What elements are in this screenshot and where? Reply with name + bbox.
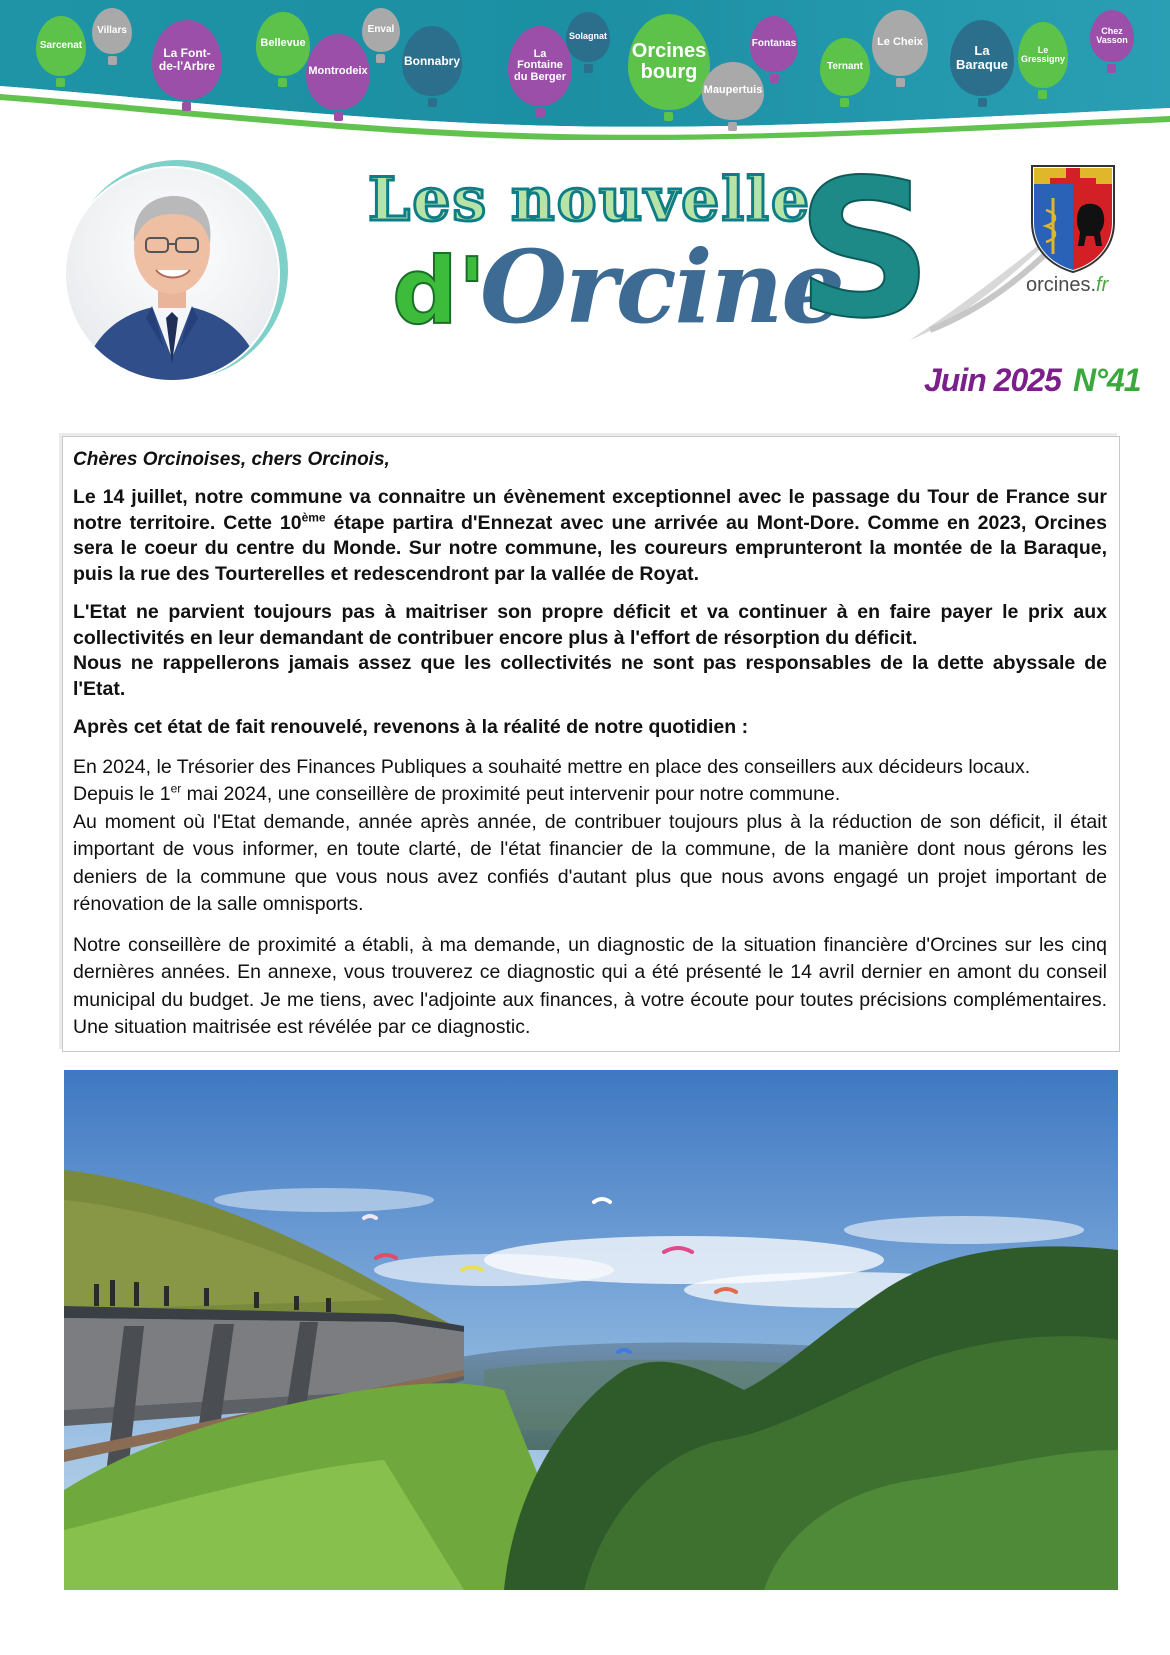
balloon-label: Le Gressigny: [1021, 44, 1066, 64]
website-main: orcines.: [1026, 274, 1097, 296]
editorial-box: [62, 436, 1120, 1052]
balloon-la-font-de-larbre: [152, 20, 222, 100]
balloon-label: La Baraque: [956, 43, 1009, 72]
balloon-orcines-bourg: [628, 14, 710, 110]
balloon-basket: [376, 54, 385, 63]
balloon-basket: [1038, 90, 1047, 99]
header-banner: [0, 0, 1170, 140]
editorial-text: [73, 449, 1107, 1055]
balloon-basket: [584, 64, 593, 73]
balloon-label: Bellevue: [260, 37, 306, 50]
balloon-sarcenat: [36, 16, 86, 76]
balloon-label: La Font-de-l'Arbre: [158, 46, 216, 73]
masthead-title-orcine: Orcine: [480, 228, 843, 346]
issue-number: N°41: [1073, 362, 1141, 398]
balloon-fontanas: [750, 16, 798, 72]
salutation: Chères Orcinoises, chers Orcinois,: [73, 449, 390, 470]
balloon-label: Maupertuis: [703, 84, 763, 97]
balloon-le-cheix: [872, 10, 928, 76]
balloon-basket: [182, 102, 191, 111]
balloon-villars: [92, 8, 132, 54]
balloon-montrodeix: [306, 34, 370, 110]
balloon-basket: [896, 78, 905, 87]
balloon-basket: [728, 122, 737, 131]
paragraph-advisor: Depuis le 1er mai 2024, une conseillère de proximité peut intervenir pour notre commune.: [73, 781, 841, 805]
balloon-bellevue: [256, 12, 310, 76]
landscape-photo: [64, 1070, 1118, 1590]
balloon-label: Enval: [367, 23, 395, 35]
masthead-title-s: S: [796, 139, 933, 360]
balloon-basket: [278, 78, 287, 87]
balloon-label: Sarcenat: [39, 39, 83, 51]
balloon-la-fontaine-du-berger: [508, 26, 572, 106]
balloon-basket: [334, 112, 343, 121]
balloon-basket: [1107, 64, 1116, 73]
website-tld: fr: [1096, 274, 1109, 296]
balloon-la-baraque: [950, 20, 1014, 96]
balloon-label: Solagnat: [568, 31, 607, 42]
balloon-basket: [664, 112, 673, 121]
balloon-le-gressigny: [1018, 22, 1068, 88]
paragraph-transition: Après cet état de fait renouvelé, revenons à la réalité de notre quotidien :: [73, 716, 749, 738]
balloon-solagnat: [566, 12, 610, 62]
balloon-label: Le Cheix: [877, 36, 923, 49]
balloon-enval: [362, 8, 400, 52]
issue-date: Juin 2025: [924, 362, 1061, 398]
balloon-chez-vasson: [1090, 10, 1134, 62]
balloon-basket: [428, 98, 437, 107]
coat-of-arms-icon: [1028, 162, 1118, 274]
balloon-basket: [840, 98, 849, 107]
balloon-label: Fontanas: [751, 37, 797, 49]
balloon-maupertuis: [702, 62, 764, 120]
paragraph-state-debt: Nous ne rappellerons jamais assez que les collectivités ne sont pas responsables de la dette abyssale de l'Etat.: [73, 652, 1107, 700]
mayor-portrait: [60, 158, 288, 386]
balloon-label: Orcines bourg: [631, 40, 707, 83]
balloon-basket: [56, 78, 65, 87]
balloon-label: Montrodeix: [308, 65, 368, 78]
balloon-label: Villars: [97, 24, 127, 36]
paragraph-financial-info: Au moment où l'Etat demande, année après année, de contribuer toujours plus à la réduction de son déficit, il était important de vous informer, en toute clarté, de l'état financier de la commune, de la manière dont nous gérons les deniers de la commune que vous nous avez confiés d'autant plus que nous avons engagé un projet important de rénovation de la salle omnisports.: [73, 810, 1107, 915]
paragraph-state-deficit: L'Etat ne parvient toujours pas à maitriser son propre déficit et va continuer à en faire payer le prix aux collectivités en leur demandant de contribuer encore plus à l'effort de résorption du déficit.: [73, 601, 1107, 649]
balloon-label: La Fontaine du Berger: [514, 47, 566, 83]
balloon-label: Chez Vasson: [1096, 25, 1128, 45]
balloon-bonnabry: [402, 26, 462, 96]
paragraph-diagnostic: Notre conseillère de proximité a établi, à ma demande, un diagnostic de la situation financière d'Orcines sur les cinq dernières années. En annexe, vous trouverez ce diagnostic qui a été présenté le 14 avril dernier en amont du conseil municipal du budget. Je me tiens, avec l'adjointe aux finances, à votre écoute pour toutes précisions complémentaires. Une situation maitrisée est révélée par ce diagnostic.: [73, 933, 1107, 1038]
paragraph-treasurer: En 2024, le Trésorier des Finances Publiques a souhaité mettre en place des conseillers aux décideurs locaux.: [73, 755, 1031, 778]
balloon-basket: [770, 74, 779, 83]
balloon-label: Bonnabry: [403, 53, 460, 68]
website-link[interactable]: [1026, 274, 1108, 297]
masthead-title-d: d': [392, 238, 487, 345]
balloon-basket: [108, 56, 117, 65]
balloon-ternant: [820, 38, 870, 96]
balloon-basket: [536, 108, 545, 117]
paragraph-tour-de-france: Le 14 juillet, notre commune va connaitre un évènement exceptionnel avec le passage du Tour de France sur notre territoire. Cette 10ème étape partira d'Ennezat avec une arrivée au Mont-Dore. Comme en 2023, Orcines sera le coeur du centre du Monde. Sur notre commune, les coureurs emprunteront la montée de la Baraque, puis la rue des Tourterelles et redescendront par la vallée de Royat.: [73, 486, 1107, 585]
balloon-label: Ternant: [827, 60, 863, 72]
balloon-basket: [978, 98, 987, 107]
masthead-title-line1: Les nouvelle: [368, 165, 812, 235]
